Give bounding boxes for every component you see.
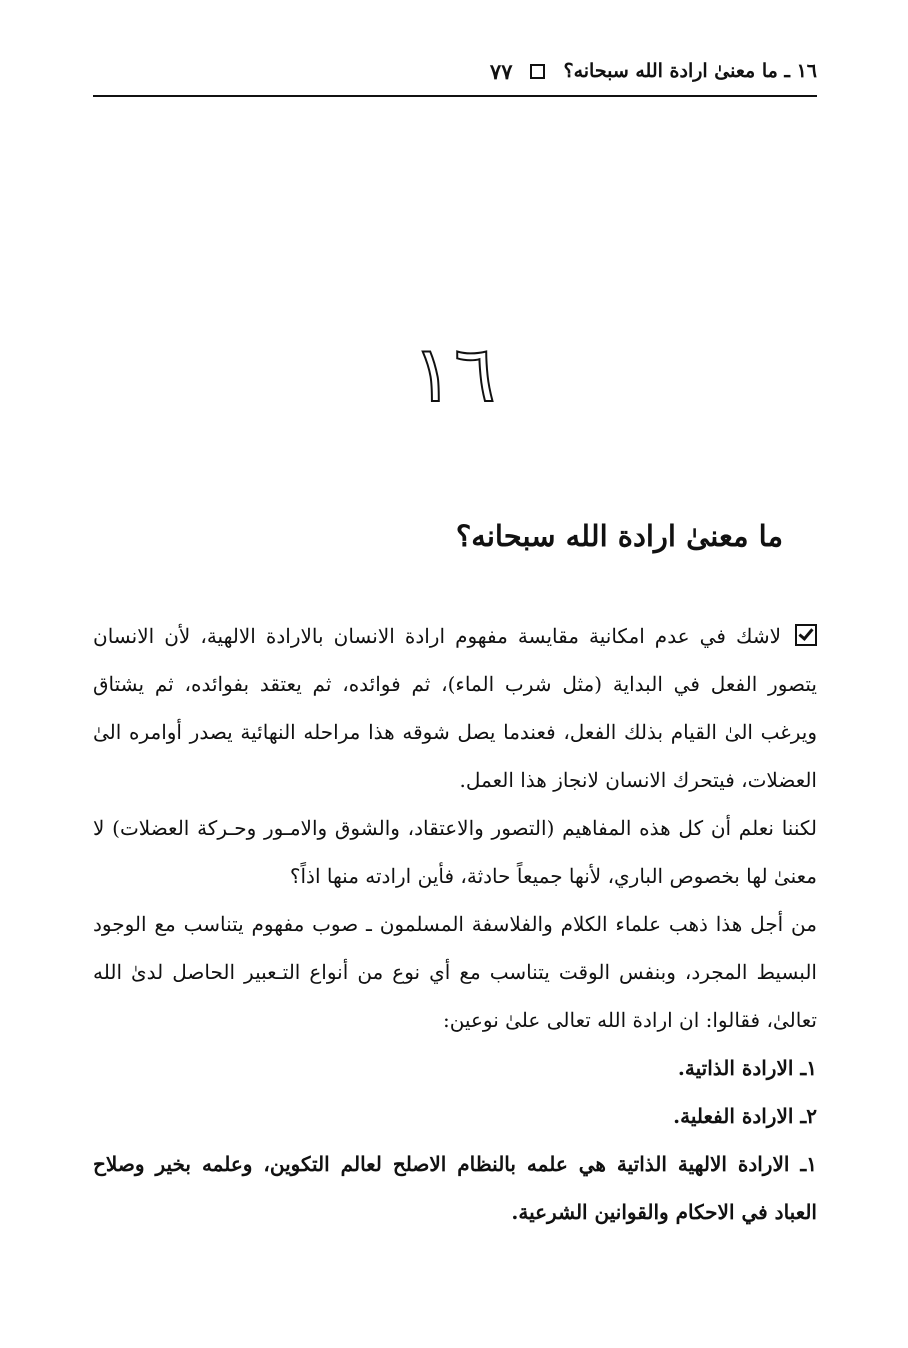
list-item: ٢ـ الارادة الفعلية. bbox=[673, 1104, 817, 1128]
paragraph-4: ١ـ الارادة الالهية الذاتية هي علمه بالنظام الاصلح لعالم التكوين، وعلمه بخير وصلاح العباد في الاحكام والقوانين الشرعية. bbox=[93, 1152, 817, 1224]
chapter-number: ١٦ bbox=[412, 330, 496, 420]
running-title: ١٦ ـ ما معنىٰ ارادة الله سبحانه؟ bbox=[563, 60, 817, 82]
checked-box-icon bbox=[795, 624, 817, 646]
paragraph-1-text: لاشك في عدم امكانية مقايسة مفهوم ارادة الانسان بالارادة الالهية، لأن الانسان يتصور الفعل في البداية (مثل شرب الماء)، ثم فوائده، ثم يعتقد بفوائده، ثم يشتاق ويرغب الىٰ القيام بذلك الفعل، فعندما يصل شوقه هذا مراحله النهائية يصدر أوامره الىٰ العضلات، فيتحرك الانسان لانجاز هذا العمل. bbox=[93, 624, 817, 792]
square-separator-icon bbox=[530, 64, 545, 79]
list-item: ١ـ الارادة الذاتية. bbox=[677, 1056, 817, 1080]
header-rule bbox=[93, 95, 817, 97]
running-header bbox=[93, 48, 817, 94]
page-number: ٧٧ bbox=[489, 58, 513, 84]
paragraph-1 bbox=[93, 612, 817, 804]
chapter-title: ما معنىٰ ارادة الله سبحانه؟ bbox=[455, 519, 783, 553]
paragraph-3: من أجل هذا ذهب علماء الكلام والفلاسفة المسلمون ـ صوب مفهوم يتناسب مع الوجود البسيط المجرد، وبنفس الوقت يتناسب مع أي نوع من أنواع التـعبير الحاصل لدىٰ الله تعالىٰ، فقالوا: ان ارادة الله تعالى علىٰ نوعين: bbox=[93, 912, 817, 1032]
body-text bbox=[93, 612, 817, 1236]
paragraph-2: لكننا نعلم أن كل هذه المفاهيم (التصور والاعتقاد، والشوق والامـور وحـركة العضلات) لا معنىٰ لها بخصوص الباري، لأنها جميعاً حادثة، فأين ارادته منها اذاً؟ bbox=[93, 816, 817, 888]
